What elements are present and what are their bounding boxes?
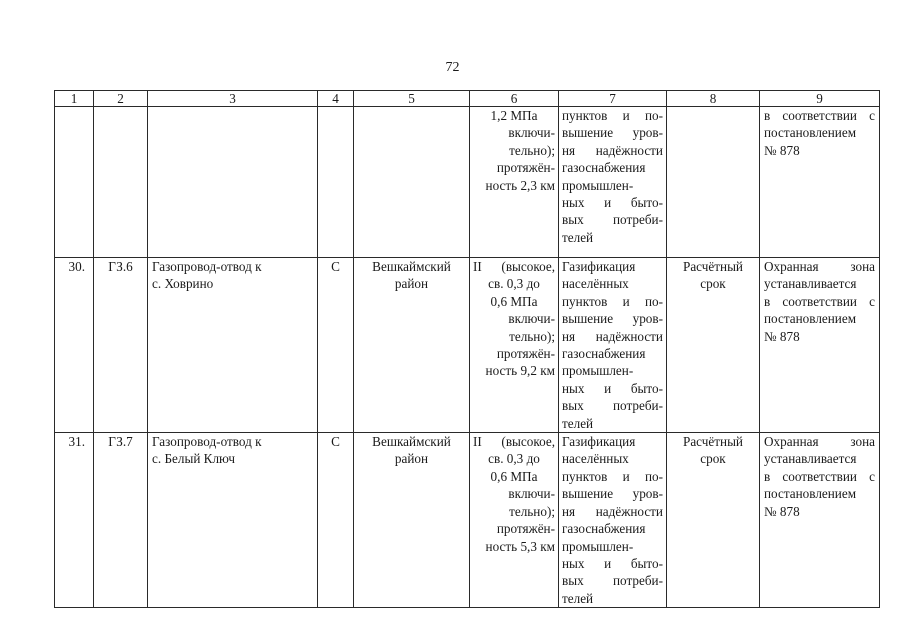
cell-line: 0,6 МПа [490, 468, 538, 484]
cell-line: протяжён- [496, 521, 555, 537]
cell-line: включи- [508, 311, 555, 327]
cell-line: ных и быто- [562, 195, 663, 211]
pressure-length-cell [470, 107, 559, 258]
cell-line: тельно); [509, 328, 555, 344]
cell-line: постановлением [764, 486, 857, 502]
continuation-row [55, 107, 880, 258]
object-code: ГЗ.7 [94, 433, 148, 608]
purpose-cell [559, 258, 667, 433]
protection-zone-cell [760, 258, 880, 433]
cell-line: устанавливается [764, 451, 857, 467]
cell-line: срок [700, 451, 726, 467]
column-header: 8 [667, 91, 760, 107]
table-row [55, 433, 880, 608]
district-cell [354, 433, 470, 608]
cell-line: Расчётный [682, 259, 743, 274]
cell-line: Расчётный [682, 434, 743, 450]
column-header: 9 [760, 91, 880, 107]
cell-line: устанавливается [764, 276, 857, 292]
cell-line: Вешкаймский [372, 259, 451, 274]
object-status: С [318, 258, 354, 433]
cell-line: Охранная зона [764, 259, 875, 274]
cell-line: вых потреби- [562, 573, 663, 589]
row-number: 31. [55, 433, 94, 608]
cell-line: св. 0,3 до [488, 451, 540, 467]
cell-line: 1,2 МПа [490, 108, 538, 123]
cell-line: газоснабжения [562, 346, 646, 362]
object-name [148, 433, 318, 608]
cell-line: II (высокое, [473, 259, 555, 274]
cell-line: в соответствии с [764, 293, 875, 309]
cell-line: в соответствии с [764, 468, 875, 484]
cell-line: включи- [508, 486, 555, 502]
cell-line: с. Ховрино [152, 276, 214, 292]
cell-line: № 878 [764, 142, 800, 158]
column-number-row [55, 91, 880, 107]
cell-line: населённых [562, 451, 629, 467]
cell-line: пунктов и по- [562, 108, 663, 123]
cell-line: включи- [508, 125, 555, 141]
object-status: С [318, 433, 354, 608]
cell-line: протяжён- [496, 160, 555, 176]
cell-line: 0,6 МПа [490, 293, 538, 309]
cell-line: Газификация [562, 434, 636, 450]
object-name [148, 258, 318, 433]
cell-line: газоснабжения [562, 521, 646, 537]
cell-line: Охранная зона [764, 434, 875, 450]
cell-line: ня надёжности [562, 328, 663, 344]
protection-zone-cell [760, 107, 880, 258]
cell-line: в соответствии с [764, 108, 875, 123]
purpose-cell [559, 107, 667, 258]
table-cell [55, 107, 94, 258]
column-header: 4 [318, 91, 354, 107]
cell-line: Газификация [562, 259, 636, 274]
cell-line: протяжён- [496, 346, 555, 362]
cell-line: № 878 [764, 503, 800, 519]
pressure-length-cell [470, 258, 559, 433]
cell-line: ных и быто- [562, 380, 663, 396]
cell-line: с. Белый Ключ [152, 451, 236, 467]
table-cell [148, 107, 318, 258]
table-cell [354, 107, 470, 258]
table-cell [318, 107, 354, 258]
cell-line: постановлением [764, 311, 857, 327]
cell-line: св. 0,3 до [488, 276, 540, 292]
cell-line: ня надёжности [562, 503, 663, 519]
cell-line: Газопровод-отвод к [152, 434, 262, 450]
cell-line: постановлением [764, 125, 857, 141]
cell-line: ных и быто- [562, 555, 663, 571]
cell-line: ность 2,3 км [485, 177, 555, 193]
cell-line: II (высокое, [473, 434, 555, 450]
cell-line: срок [700, 276, 726, 292]
row-number: 30. [55, 258, 94, 433]
column-header: 2 [94, 91, 148, 107]
pressure-length-cell [470, 433, 559, 608]
term-cell [667, 433, 760, 608]
cell-line: промышлен- [562, 538, 634, 554]
cell-line: пунктов и по- [562, 468, 663, 484]
cell-line: район [394, 451, 429, 467]
column-header: 3 [148, 91, 318, 107]
cell-line: вышение уров- [562, 311, 663, 327]
gas-pipeline-table [54, 90, 880, 608]
cell-line: Газопровод-отвод к [152, 259, 262, 274]
cell-line: промышлен- [562, 177, 634, 193]
cell-line: газоснабжения [562, 160, 646, 176]
term-cell [667, 258, 760, 433]
cell-line: ня надёжности [562, 142, 663, 158]
purpose-cell [559, 433, 667, 608]
column-header: 6 [470, 91, 559, 107]
cell-line: вышение уров- [562, 125, 663, 141]
cell-line: тельно); [509, 503, 555, 519]
table-row [55, 258, 880, 433]
cell-line: телей [562, 590, 594, 606]
cell-line: телей [562, 229, 594, 245]
cell-line: вых потреби- [562, 398, 663, 414]
cell-line: район [394, 276, 429, 292]
column-header: 7 [559, 91, 667, 107]
protection-zone-cell [760, 433, 880, 608]
cell-line: вых потреби- [562, 212, 663, 228]
cell-line: ность 9,2 км [485, 363, 555, 379]
cell-line: Вешкаймский [372, 434, 451, 450]
cell-line: вышение уров- [562, 486, 663, 502]
cell-line: ность 5,3 км [485, 538, 555, 554]
cell-line: промышлен- [562, 363, 634, 379]
column-header: 5 [354, 91, 470, 107]
object-code: ГЗ.6 [94, 258, 148, 433]
table-cell [94, 107, 148, 258]
table-cell [667, 107, 760, 258]
cell-line: тельно); [509, 142, 555, 158]
cell-line: телей [562, 415, 594, 431]
column-header: 1 [55, 91, 94, 107]
page-number: 72 [445, 60, 460, 75]
cell-line: № 878 [764, 328, 800, 344]
cell-line: населённых [562, 276, 629, 292]
cell-line: пунктов и по- [562, 293, 663, 309]
district-cell [354, 258, 470, 433]
